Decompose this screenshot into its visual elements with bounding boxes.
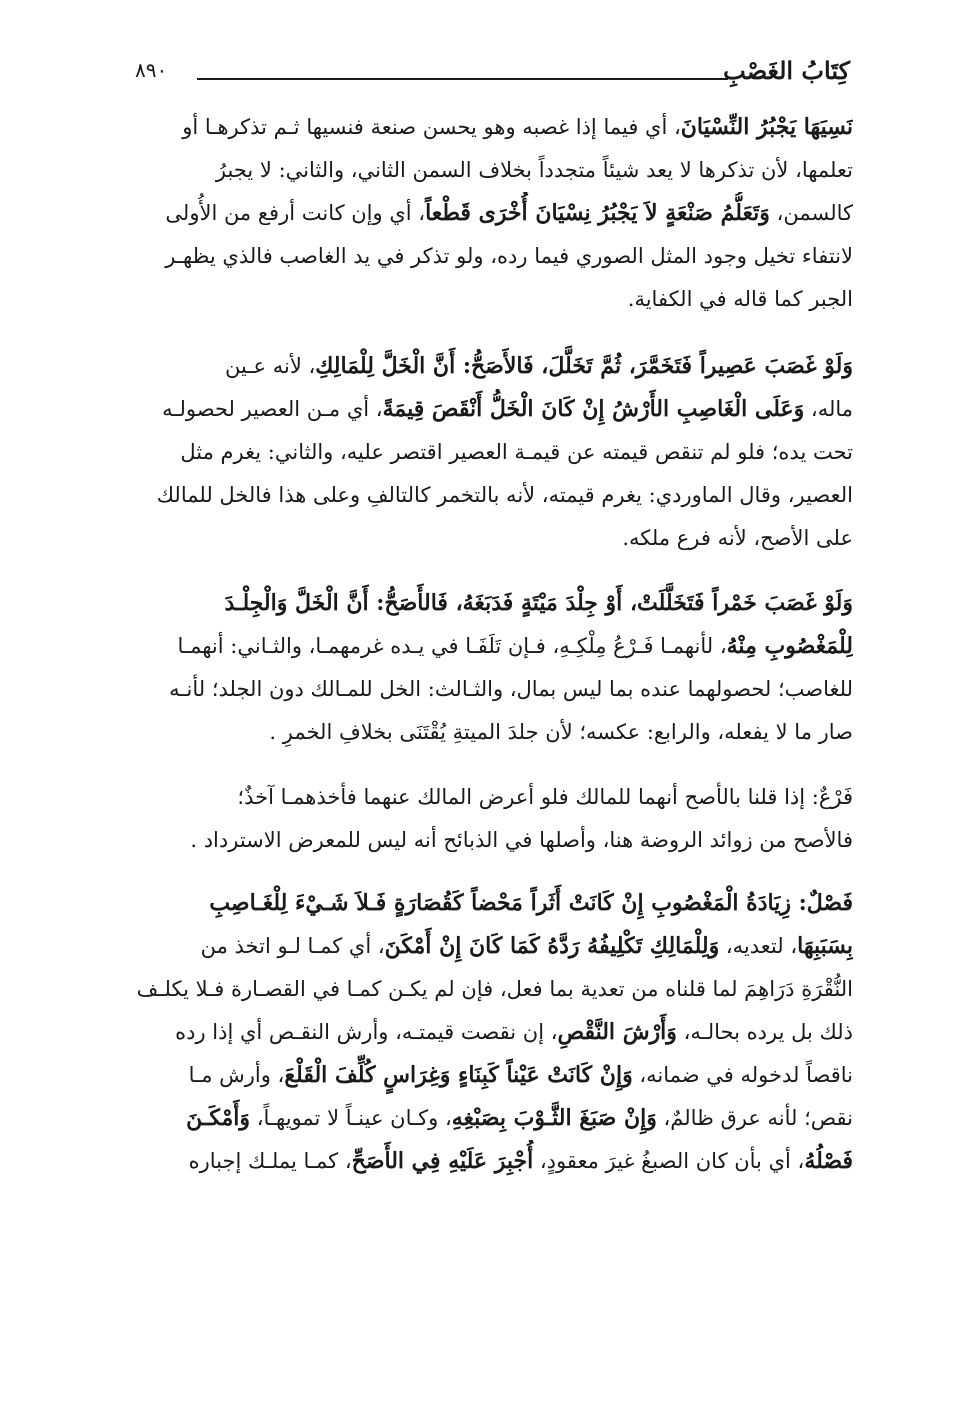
- matn-text: لِلْمَغْصُوبِ مِنْهُ: [726, 633, 853, 659]
- commentary-text: ، لأنهمـا فَـرْعُ مِلْكِـهِ، فـإن تَلَفَـا في يـده غرمهمـا، والثـاني: أنهمـا: [177, 634, 727, 658]
- text-line: [133, 925, 853, 968]
- page-header: [135, 52, 850, 92]
- text-line: [133, 1140, 853, 1183]
- text-line: [133, 1054, 853, 1097]
- text-line: [133, 235, 853, 278]
- commentary-text: على الأصح، لأنه فرع ملكه.: [622, 526, 853, 550]
- matn-text: وَأَمْكَـنَ: [186, 1105, 251, 1131]
- matn-text: وَلَوْ غَصَبَ عَصِيراً فَتَخَمَّرَ، ثُمَّ تَخَلَّلَ، فَالأَصَحُّ: أَنَّ الْخَلَّ لِلْمَالِكِ: [315, 353, 853, 379]
- commentary-text: ، أي وإن كانت أرفع من الأُولى: [165, 201, 426, 225]
- matn-text: وَلَوْ غَصَبَ خَمْراً فَتَخَلَّلَتْ، أَوْ جِلْدَ مَيْتَةٍ فَدَبَغَهُ، فَالأَصَحُّ: أَنَّ الْخَلَّ وَالْجِلْـدَ: [224, 590, 853, 616]
- matn-text: بِسَبَبِهَا: [797, 933, 853, 959]
- text-line: [133, 625, 853, 668]
- commentary-text: تحت يده؛ فلو لم تنقص قيمته عن قيمـة العصير اقتصر عليه، والثاني: يغرم مثل: [180, 440, 853, 464]
- commentary-text: ناقصاً لدخوله في ضمانه،: [632, 1063, 853, 1087]
- paragraph: [133, 882, 853, 1183]
- matn-text: أُجْبِرَ عَلَيْهِ فِي الأَصَحِّ: [351, 1148, 534, 1174]
- commentary-text: ، كمـا يملـك إجباره: [188, 1149, 352, 1173]
- commentary-text: ، أي كمـا لـو اتخذ من: [200, 934, 385, 958]
- paragraph-gap: [133, 862, 853, 882]
- matn-text: وَأَرْشَ النَّقْصِ: [557, 1019, 677, 1045]
- text-line: [133, 711, 853, 754]
- commentary-text: ، لتعديه،: [719, 934, 798, 958]
- header-rule: [197, 78, 728, 80]
- text-line: [133, 882, 853, 925]
- commentary-text: النُّقْرَةِ دَرَاهِمَ لما قلناه من تعدية بما فعل، فإن لم يكـن كمـا في القصـارة فـلا يكلـف: [136, 977, 853, 1001]
- commentary-text: لانتفاء تخيل وجود المثل الصوري فيما رده، ولو تذكر في يد الغاصب فالذي يظهـر: [165, 244, 853, 268]
- paragraph: [133, 345, 853, 560]
- commentary-text: ، إن نقصت قيمتـه، وأرش النقـص أي إذا رده: [175, 1020, 558, 1044]
- commentary-text: الجبر كما قاله في الكفاية.: [627, 287, 853, 311]
- commentary-text: ، أي مـن العصير لحصولـه: [162, 397, 383, 421]
- text-line: [133, 278, 853, 321]
- commentary-text: كالسمن،: [769, 201, 853, 225]
- paragraph: [133, 776, 853, 862]
- commentary-text: ، أي بأن كان الصبغُ غيرَ معقودٍ،: [533, 1149, 805, 1173]
- matn-text: نَسِيَهَا يَجْبُرُ النِّسْيَانَ: [680, 114, 853, 140]
- commentary-text: ماله،: [804, 397, 853, 421]
- matn-text: وَتَعَلُّمُ صَنْعَةٍ لاَ يَجْبُرُ نِسْيَانَ أُخْرَى قَطْعاً: [425, 200, 770, 226]
- text-line: [133, 192, 853, 235]
- paragraph-gap: [133, 321, 853, 345]
- paragraph-gap: [133, 560, 853, 582]
- text-line: [133, 776, 853, 819]
- paragraph-gap: [133, 754, 853, 776]
- text-body: [133, 106, 853, 1183]
- text-line: [133, 388, 853, 431]
- text-line: [133, 1011, 853, 1054]
- page-number: ٨٩٠: [135, 58, 168, 82]
- commentary-text: العصير، وقال الماوردي: يغرم قيمته، لأنه بالتخمر كالتالفِ وعلى هذا فالخل للمالك: [156, 483, 853, 507]
- matn-text: وَإِنْ كَانَتْ عَيْناً كَبِنَاءٍ وَغِرَاسٍ كُلِّفَ الْقَلْعَ: [284, 1062, 633, 1088]
- text-line: [133, 668, 853, 711]
- commentary-text: صار ما لا يفعله، والرابع: عكسه؛ لأن جلدَ الميتةِ يُقْتَنَى بخلافِ الخمرِ .: [269, 720, 853, 744]
- text-line: [133, 106, 853, 149]
- text-line: [133, 474, 853, 517]
- paragraph: [133, 582, 853, 754]
- text-line: [133, 149, 853, 192]
- commentary-text: فَرْعٌ: إذا قلنا بالأصح أنهما للمالك فلو أعرض المالك عنهما فأخذهمـا آخذٌ؛: [237, 785, 853, 809]
- commentary-text: ، وأرش مـا: [188, 1063, 285, 1087]
- text-line: [133, 819, 853, 862]
- matn-text: وَلِلْمَالِكِ تَكْلِيفُهُ رَدَّهُ كَمَا كَانَ إِنْ أَمْكَنَ: [384, 933, 720, 959]
- text-line: [133, 345, 853, 388]
- text-line: [133, 1097, 853, 1140]
- text-line: [133, 431, 853, 474]
- commentary-text: ذلك بل يرده بحالـه،: [676, 1020, 853, 1044]
- commentary-text: ، لأنه عـين: [225, 354, 316, 378]
- commentary-text: تعلمها، لأن تذكرها لا يعد شيئاً متجدداً بخلاف السمن الثاني، والثاني: لا يجبرُ: [215, 158, 853, 182]
- commentary-text: نقص؛ لأنه عرق ظالمٌ،: [656, 1106, 853, 1130]
- commentary-text: ، وكـان عينـاً لا تمويهـاً،: [250, 1106, 452, 1130]
- commentary-text: ، أي فيما إذا غصبه وهو يحسن صنعة فنسيها ثـم تذكرهـا أو: [182, 115, 681, 139]
- chapter-title: كِتَابُ الغَصْبِ: [723, 56, 850, 85]
- text-line: [133, 517, 853, 560]
- text-line: [133, 582, 853, 625]
- paragraph: [133, 106, 853, 321]
- matn-text: فَصْلٌ: زِيَادَةُ الْمَغْصُوبِ إِنْ كَانَتْ أَثَراً مَحْضاً كَقُصَارَةٍ فَـلاَ شَـيْءَ لِلْغَـاصِبِ: [209, 890, 853, 916]
- matn-text: وَإِنْ صَبَغَ الثَّـوْبَ بِصَبْغِهِ: [451, 1105, 657, 1131]
- commentary-text: فالأصح من زوائد الروضة هنا، وأصلها في الذبائح أنه ليس للمعرض الاسترداد .: [190, 828, 853, 852]
- text-line: [133, 968, 853, 1011]
- matn-text: فَصْلُهُ: [804, 1148, 853, 1174]
- matn-text: وَعَلَى الْغَاصِبِ الأَرْشُ إِنْ كَانَ الْخَلُّ أَنْقَصَ قِيمَةً: [382, 396, 805, 422]
- commentary-text: للغاصب؛ لحصولهما عنده بما ليس بمال، والثـالث: الخل للمـالك دون الجلد؛ لأنـه: [169, 677, 853, 701]
